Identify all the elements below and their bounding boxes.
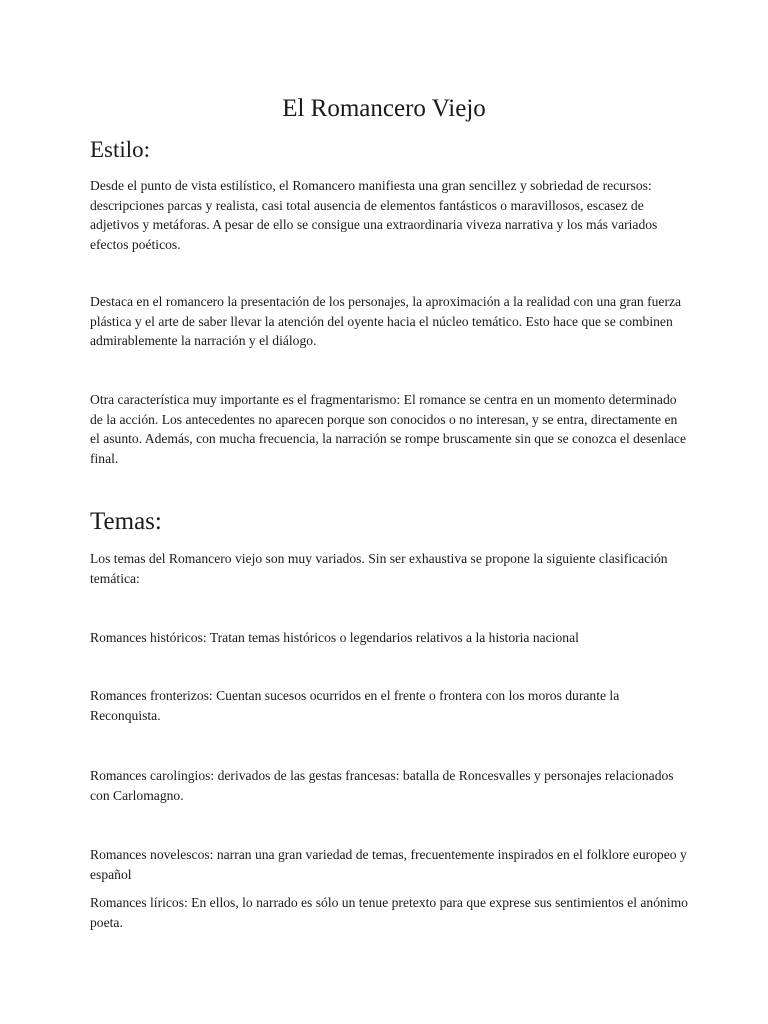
paragraph: Destaca en el romancero la presentación de los personajes, la aproximación a la realidad con una gran fuerza plástica y el arte de saber llevar la atención del oyente hacia el núcleo temático. Esto hace que se combinen admirablemente la narración y el diálogo. [90, 294, 682, 348]
paragraph: Romances líricos: En ellos, lo narrado es sólo un tenue pretexto para que exprese sus sentimientos el anónimo poeta. [90, 895, 688, 930]
paragraph: Los temas del Romancero viejo son muy variados. Sin ser exhaustiva se propone la siguiente clasificación temática: [90, 551, 668, 586]
paragraph: Romances novelescos: narran una gran variedad de temas, frecuentemente inspirados en el folklore europeo y español [90, 847, 687, 882]
paragraph: Desde el punto de vista estilístico, el Romancero manifiesta una gran sencillez y sobriedad de recursos: descripciones parcas y realista, casi total ausencia de elementos fantásticos o maravillosos, escasez de adjetivos y metáforas. A pesar de ello se consigue una extraordinaria viveza narrativa y los más variados efectos poéticos. [90, 178, 658, 252]
paragraph: Romances carolingios: derivados de las gestas francesas: batalla de Roncesvalles y personajes relacionados con Carlomagno. [90, 768, 674, 803]
section-heading-temas: Temas: [90, 508, 162, 535]
paragraph: Otra característica muy importante es el fragmentarismo: El romance se centra en un momento determinado de la acción. Los antecedentes no aparecen porque son conocidos o no interesan, y se entra, directamente en el asunto. Además, con mucha frecuencia, la narración se rompe bruscamente sin que se conozca el desenlace final. [90, 392, 686, 466]
section-heading-estilo: Estilo: [90, 137, 151, 162]
document-title: El Romancero Viejo [282, 95, 486, 122]
paragraph: Romances fronterizos: Cuentan sucesos ocurridos en el frente o frontera con los moros durante la Reconquista. [90, 688, 620, 723]
paragraph: Romances históricos: Tratan temas históricos o legendarios relativos a la historia nacional [90, 630, 579, 645]
